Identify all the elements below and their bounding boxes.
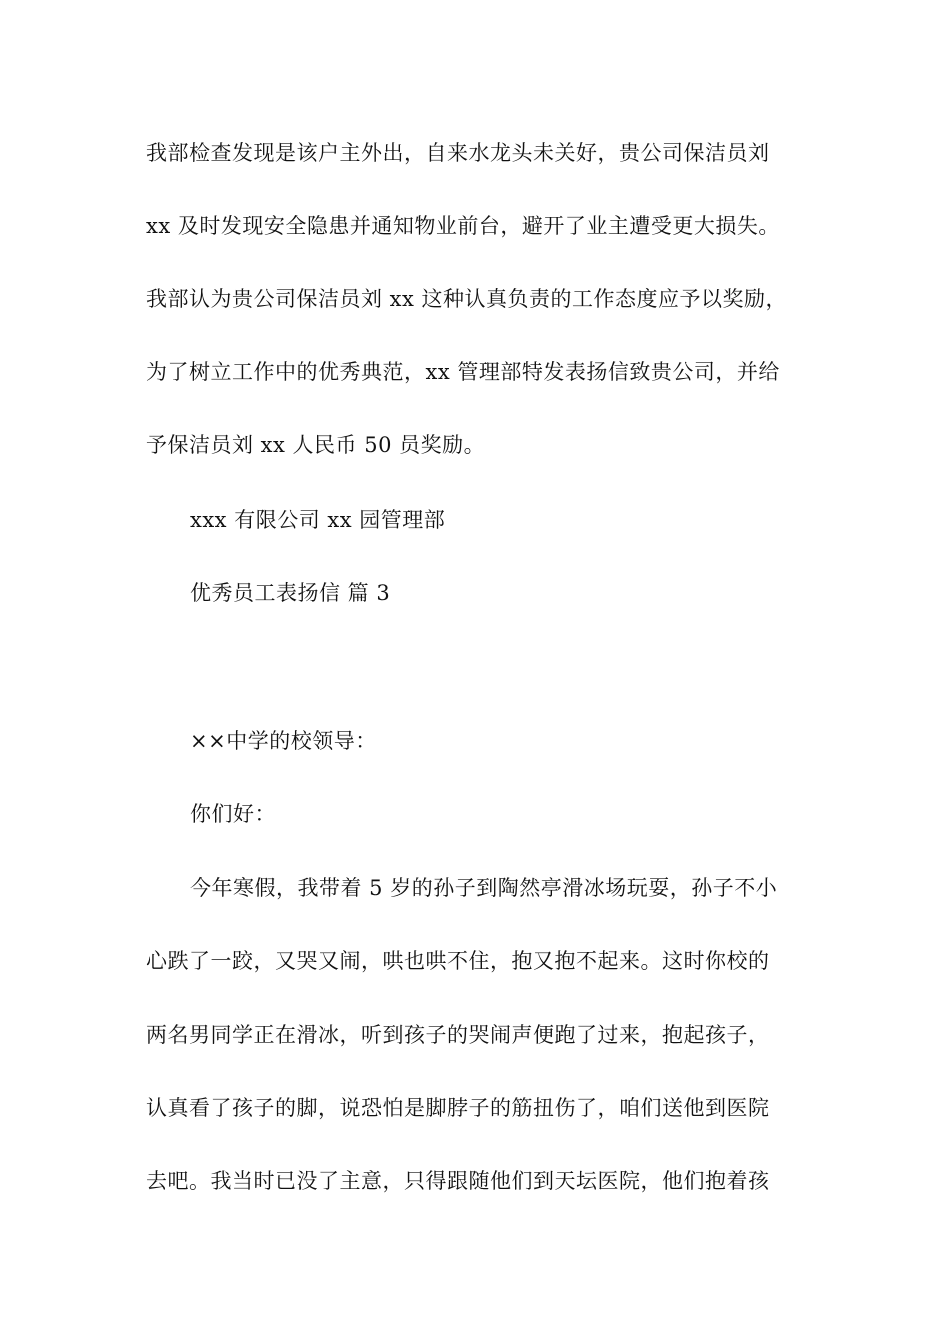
greeting: 你们好：: [190, 802, 276, 826]
salutation: ××中学的校领导：: [190, 729, 377, 753]
section-heading: 优秀员工表扬信 篇 3: [190, 581, 391, 605]
body-text-line: xx 及时发现安全隐患并通知物业前台，避开了业主遭受更大损失。: [146, 214, 780, 238]
signature-line: xxx 有限公司 xx 园管理部: [190, 508, 446, 532]
body-text-line: 两名男同学正在滑冰，听到孩子的哭闹声便跑了过来，抱起孩子，: [146, 1023, 770, 1047]
body-text-line: 今年寒假，我带着 5 岁的孙子到陶然亭滑冰场玩耍，孙子不小: [190, 876, 778, 900]
body-text-line: 去吧。我当时已没了主意，只得跟随他们到天坛医院，他们抱着孩: [146, 1169, 770, 1193]
body-text-line: 为了树立工作中的优秀典范，xx 管理部特发表扬信致贵公司，并给: [146, 360, 780, 384]
body-text-line: 心跌了一跤，又哭又闹，哄也哄不住，抱又抱不起来。这时你校的: [146, 949, 770, 973]
body-text-line: 予保洁员刘 xx 人民币 50 员奖励。: [146, 433, 486, 457]
body-text-line: 我部检查发现是该户主外出，自来水龙头未关好，贵公司保洁员刘: [146, 141, 770, 165]
body-text-line: 认真看了孩子的脚，说恐怕是脚脖子的筋扭伤了，咱们送他到医院: [146, 1096, 770, 1120]
body-text-line: 我部认为贵公司保洁员刘 xx 这种认真负责的工作态度应予以奖励，: [146, 287, 788, 311]
